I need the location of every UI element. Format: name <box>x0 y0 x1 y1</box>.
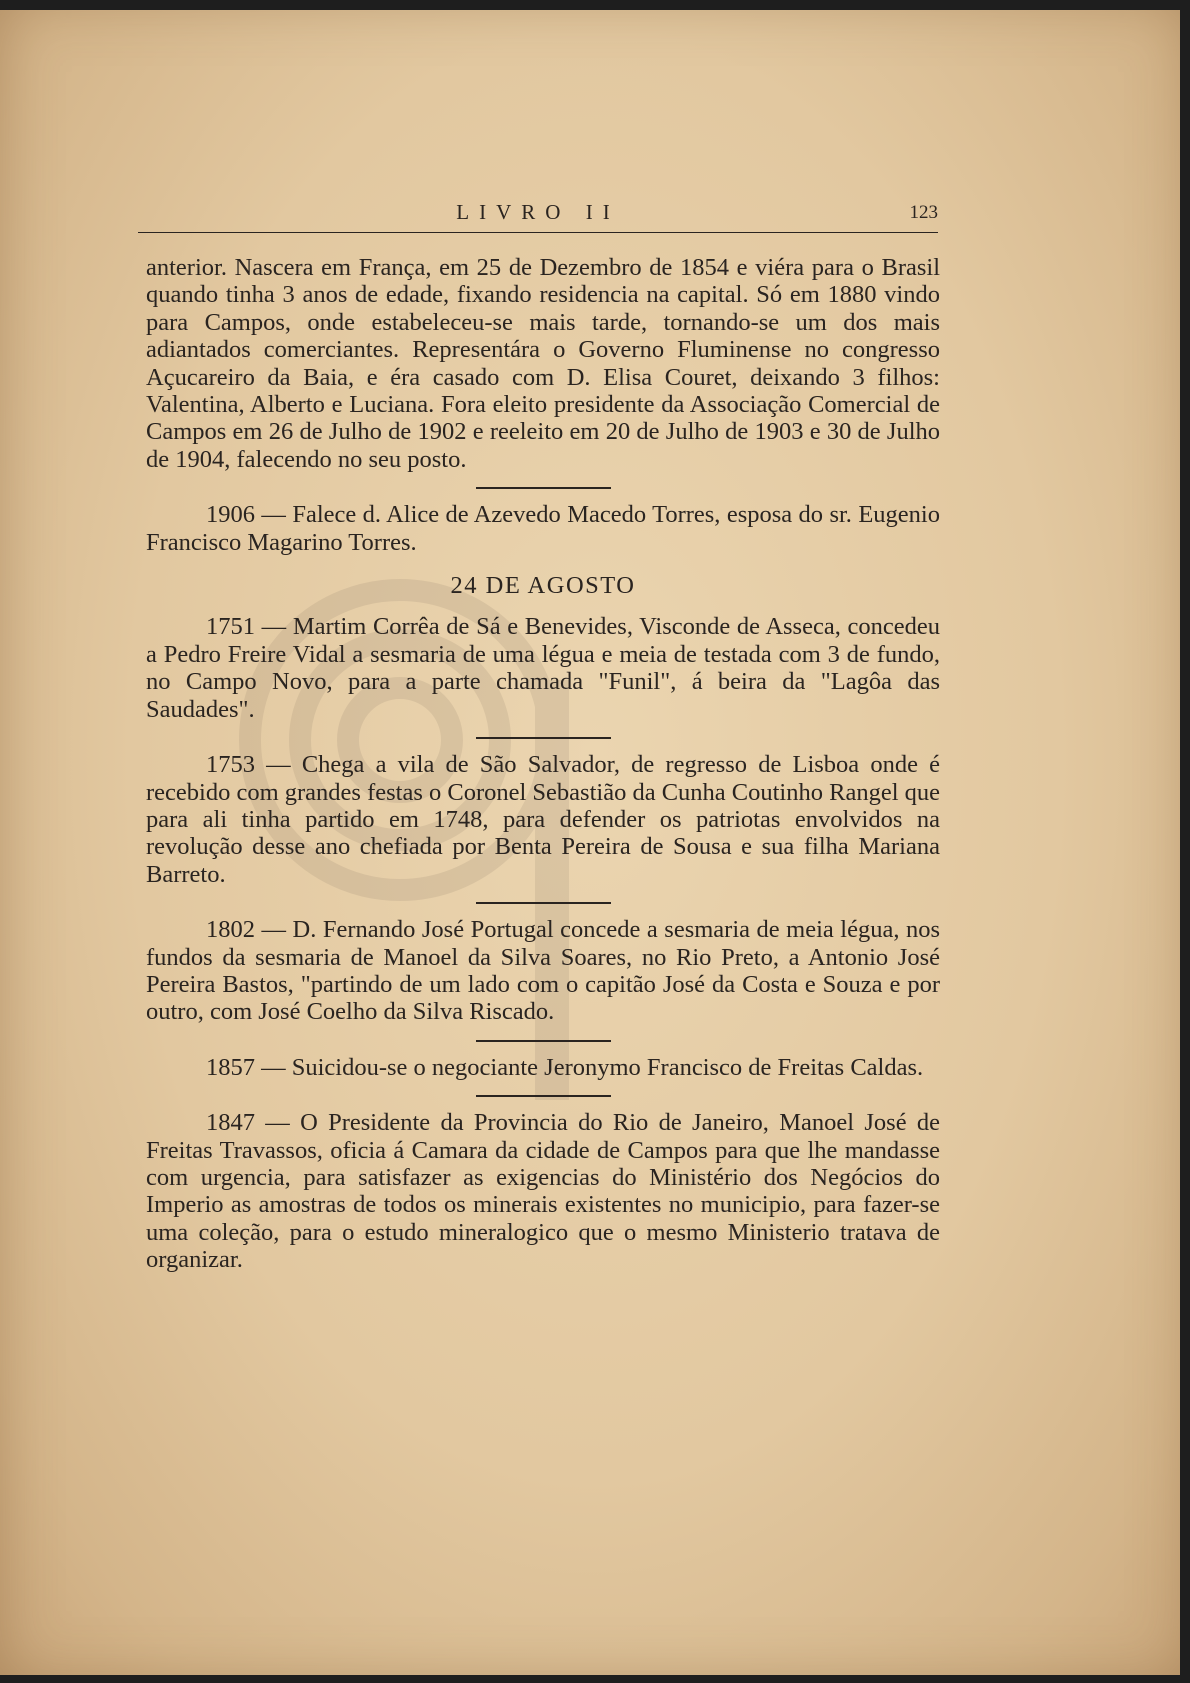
entry-1847: 1847 — O Presidente da Provincia do Rio de Janeiro, Manoel José de Freitas Travassos, oficia á Camara da cidade de Campos para que lhe mandasse com urgencia, para satisfazer as exigencias do Ministério dos Negócios do Imperio as amostras de todos os minerais existentes no municipio, para fazer-se uma coleção, para o estudo mineralogico que o mesmo Ministerio tratava de organizar. <box>146 1109 940 1274</box>
entry-1751: 1751 — Martim Corrêa de Sá e Benevides, Visconde de Asseca, concedeu a Pedro Freire Vidal a sesmaria de uma légua e meia de testada com 3 de fundo, no Campo Novo, para a parte chamada "Funil", á beira da "Lagôa das Saudades". <box>146 613 940 723</box>
scan-border-bottom <box>0 1675 1190 1683</box>
text-body <box>146 254 940 1274</box>
running-header <box>138 200 938 233</box>
scan-border-top <box>0 0 1190 10</box>
entry-1753: 1753 — Chega a vila de São Salvador, de regresso de Lisboa onde é recebido com grandes festas o Coronel Sebastião da Cunha Coutinho Rangel que para ali tinha partido em 1748, para defender os patriotas envolvidos na revolução desse ano chefiada por Benta Pereira de Sousa e sua filha Mariana Barreto. <box>146 751 941 888</box>
separator-rule <box>476 1095 611 1097</box>
running-title: LIVRO II <box>456 200 620 224</box>
entry-1906: 1906 — Falece d. Alice de Azevedo Macedo Torres, esposa do sr. Eugenio Francisco Magarino Torres. <box>146 501 940 556</box>
entry-1857: 1857 — Suicidou-se o negociante Jeronymo Francisco de Freitas Caldas. <box>206 1053 924 1081</box>
page-number: 123 <box>909 202 938 223</box>
separator-rule <box>476 1040 611 1042</box>
separator-rule <box>476 487 611 489</box>
separator-rule <box>476 737 611 739</box>
separator-rule <box>476 902 611 904</box>
section-heading: 24 DE AGOSTO <box>450 572 636 600</box>
entry-1802: 1802 — D. Fernando José Portugal concede a sesmaria de meia légua, nos fundos da sesmaria de Manoel da Silva Soares, no Rio Preto, a Antonio José Pereira Bastos, "partindo de um lado com o capitão José da Costa e Souza e por outro, com José Coelho da Silva Riscado. <box>146 916 940 1026</box>
scan-border-right <box>1180 0 1190 1683</box>
paragraph-continuation: anterior. Nascera em França, em 25 de Dezembro de 1854 e viéra para o Brasil quando tinha 3 anos de edade, fixando residencia na capital. Só em 1880 vindo para Campos, onde estabeleceu-se mais tarde, tornando-se um dos mais adiantados comerciantes. Representára o Governo Fluminense no congresso Açucareiro da Baia, e éra casado com D. Elisa Couret, deixando 3 filhos: Valentina, Alberto e Luciana. Fora eleito presidente da Associação Comercial de Campos em 26 de Julho de 1902 e reeleito em 20 de Julho de 1903 e 30 de Julho de 1904, falecendo no seu posto. <box>146 254 940 473</box>
